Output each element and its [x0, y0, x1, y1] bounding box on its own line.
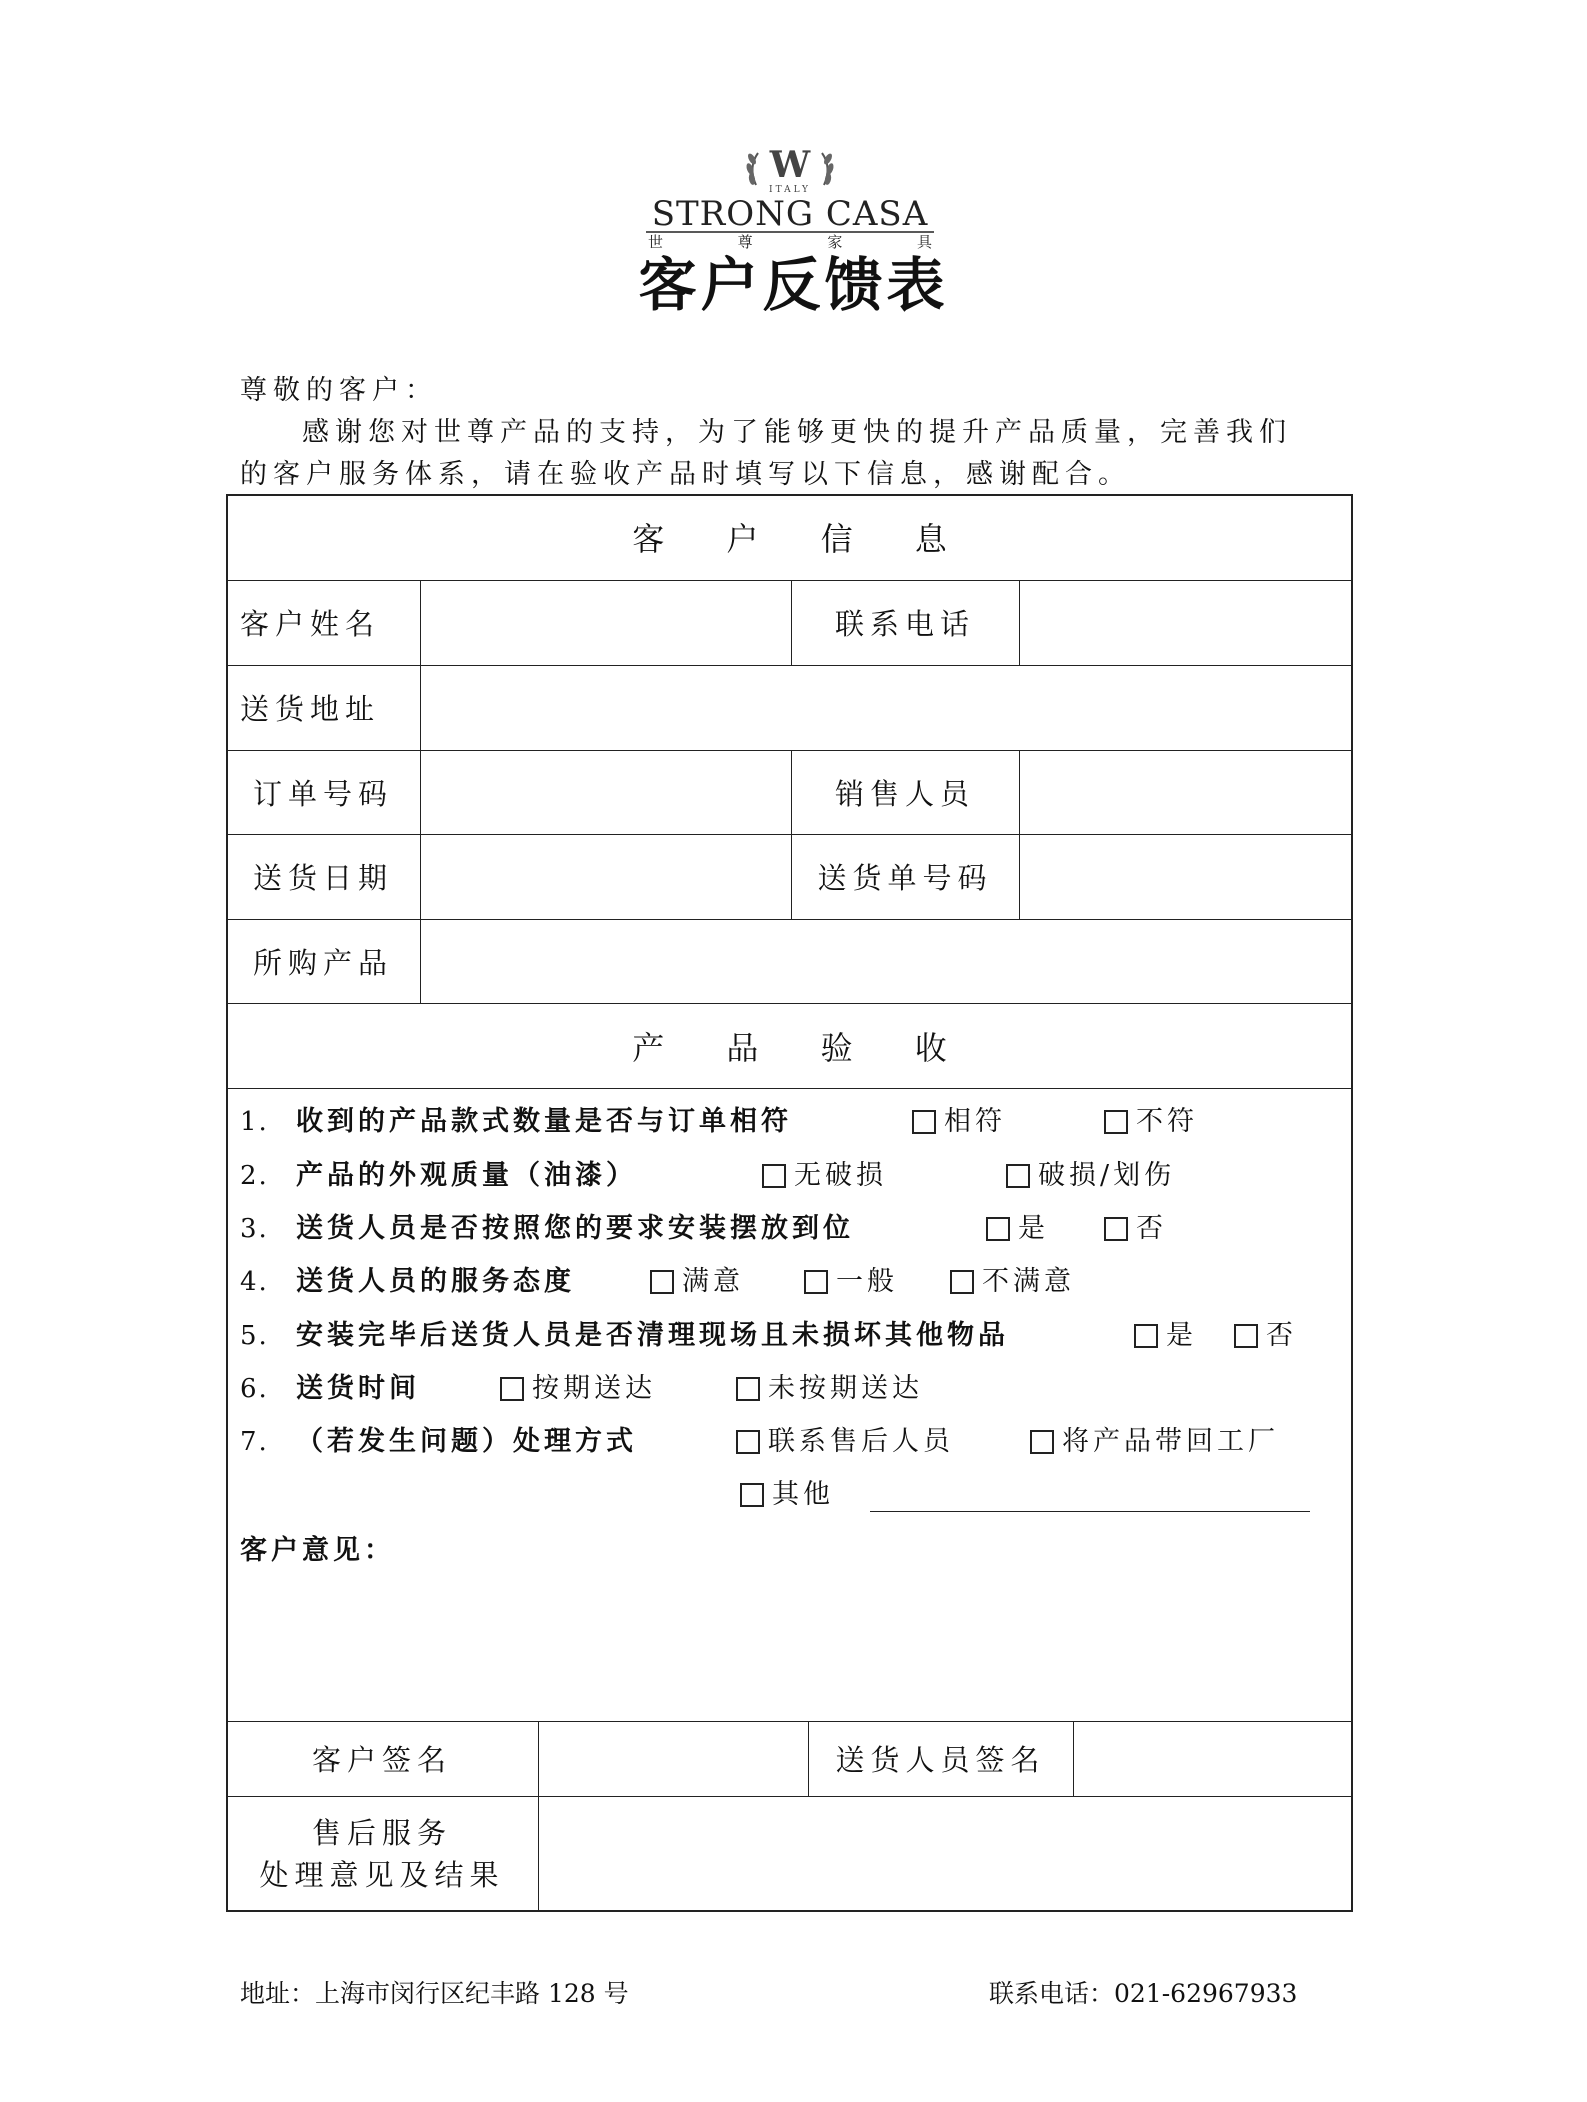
checkbox-icon[interactable] — [762, 1164, 786, 1188]
checkbox-option[interactable] — [736, 1422, 954, 1462]
customer-name-field[interactable] — [421, 580, 791, 665]
checkbox-icon[interactable] — [740, 1483, 764, 1507]
question-number: 2. — [240, 1161, 269, 1191]
question-text: 送货人员的服务态度 — [296, 1266, 575, 1297]
question-text: 送货时间 — [296, 1373, 420, 1404]
delivery-date-label: 送货日期 — [252, 861, 393, 895]
question-number: 4. — [240, 1267, 269, 1297]
question-number: 7. — [240, 1427, 269, 1457]
option-label: 破损/划伤 — [1038, 1160, 1176, 1191]
option-label: 未按期送达 — [768, 1373, 923, 1404]
delivery-date-field[interactable] — [421, 834, 791, 919]
option-label: 否 — [1266, 1320, 1297, 1351]
checkbox-option[interactable] — [1006, 1156, 1175, 1196]
customer-signature-field[interactable] — [539, 1721, 808, 1796]
logo-cn-char: 尊 — [737, 233, 753, 251]
checkbox-option[interactable] — [740, 1475, 834, 1515]
checkbox-icon[interactable] — [950, 1270, 974, 1294]
products-label: 所购产品 — [252, 945, 393, 980]
checkbox-icon[interactable] — [804, 1270, 828, 1294]
question-text: 送货人员是否按照您的要求安装摆放到位 — [296, 1213, 854, 1244]
address-label: 送货地址 — [240, 692, 381, 726]
phone-field[interactable] — [1020, 580, 1353, 665]
option-label: 无破损 — [794, 1160, 887, 1191]
logo-mark: W — [769, 144, 811, 186]
option-label: 将产品带回工厂 — [1062, 1426, 1279, 1457]
delivery-signature-field[interactable] — [1074, 1721, 1353, 1796]
inspection-heading: 产 品 验 收 — [632, 1028, 973, 1067]
logo-chinese-name — [648, 234, 932, 250]
document-title: 客户反馈表 — [638, 251, 949, 319]
checkbox-option[interactable] — [1134, 1316, 1197, 1356]
checkbox-icon[interactable] — [736, 1377, 760, 1401]
customer-comment-label: 客户意见： — [240, 1535, 395, 1566]
logo-brand-name: STRONG CASA — [651, 194, 929, 234]
checkbox-icon[interactable] — [500, 1377, 524, 1401]
checkbox-option[interactable] — [912, 1102, 1006, 1142]
checkbox-icon[interactable] — [1030, 1430, 1054, 1454]
customer-signature-label: 客户签名 — [311, 1743, 452, 1777]
order-number-label: 订单号码 — [252, 776, 393, 811]
checkbox-icon[interactable] — [1134, 1324, 1158, 1348]
products-field[interactable] — [421, 919, 1353, 1003]
logo-cn-char: 具 — [916, 233, 932, 251]
option-label: 是 — [1018, 1213, 1049, 1244]
question-text: 产品的外观质量（油漆） — [296, 1160, 637, 1191]
after-sales-label-line: 处理意见及结果 — [259, 1858, 505, 1892]
intro-line-2: 的客户服务体系，请在验收产品时填写以下信息，感谢配合。 — [240, 459, 1131, 490]
option-label: 是 — [1166, 1320, 1197, 1351]
checkbox-icon[interactable] — [1006, 1164, 1030, 1188]
question-number: 5. — [240, 1321, 269, 1351]
checkbox-option[interactable] — [1234, 1316, 1297, 1356]
checkbox-icon[interactable] — [736, 1430, 760, 1454]
salesperson-field[interactable] — [1020, 750, 1353, 834]
checkbox-option[interactable] — [500, 1369, 656, 1409]
question-text: 安装完毕后送货人员是否清理现场且未损坏其他物品 — [296, 1320, 1009, 1351]
footer-phone: 联系电话：021-62967933 — [989, 1979, 1298, 2008]
delivery-number-field[interactable] — [1020, 834, 1353, 919]
option-label: 其他 — [772, 1479, 834, 1510]
row-divider — [226, 1088, 1353, 1089]
checkbox-icon[interactable] — [912, 1110, 936, 1134]
checkbox-option[interactable] — [804, 1262, 898, 1302]
customer-name-label: 客户姓名 — [240, 607, 381, 641]
greeting: 尊敬的客户： — [240, 375, 438, 406]
checkbox-icon[interactable] — [1104, 1110, 1128, 1134]
address-field[interactable] — [421, 665, 1353, 750]
customer-info-heading: 客 户 信 息 — [632, 520, 973, 558]
footer-address: 地址：上海市闵行区纪丰路 128 号 — [240, 1979, 629, 2008]
delivery-number-label: 送货单号码 — [817, 861, 993, 895]
option-label: 按期送达 — [532, 1373, 656, 1404]
checkbox-option[interactable] — [650, 1262, 744, 1302]
question-text: 收到的产品款式数量是否与订单相符 — [296, 1106, 792, 1137]
intro-line-1: 感谢您对世尊产品的支持，为了能够更快的提升产品质量，完善我们 — [302, 417, 1292, 448]
after-sales-label — [226, 1796, 538, 1912]
option-label: 否 — [1136, 1213, 1167, 1244]
checkbox-icon[interactable] — [1234, 1324, 1258, 1348]
delivery-signature-label: 送货人员签名 — [835, 1743, 1046, 1777]
logo-sub: ITALY — [769, 185, 811, 195]
question-number: 6. — [240, 1374, 269, 1404]
checkbox-option[interactable] — [986, 1209, 1049, 1249]
question-number: 3. — [240, 1214, 269, 1244]
order-number-field[interactable] — [421, 750, 791, 834]
checkbox-option[interactable] — [1030, 1422, 1279, 1462]
phone-label: 联系电话 — [834, 607, 975, 641]
checkbox-option[interactable] — [736, 1369, 923, 1409]
after-sales-result-field[interactable] — [539, 1796, 1353, 1912]
logo-cn-char: 家 — [827, 233, 843, 251]
customer-comment-field[interactable] — [240, 1575, 1340, 1715]
checkbox-icon[interactable] — [650, 1270, 674, 1294]
checkbox-icon[interactable] — [1104, 1217, 1128, 1241]
brand-logo — [640, 145, 940, 250]
option-label: 不符 — [1136, 1106, 1198, 1137]
after-sales-label-line: 售后服务 — [311, 1816, 452, 1850]
option-label: 相符 — [944, 1106, 1006, 1137]
option-label: 联系售后人员 — [768, 1426, 954, 1457]
question-number: 1. — [240, 1107, 269, 1137]
checkbox-icon[interactable] — [986, 1217, 1010, 1241]
checkbox-option[interactable] — [762, 1156, 887, 1196]
checkbox-option[interactable] — [950, 1262, 1075, 1302]
checkbox-option[interactable] — [1104, 1102, 1198, 1142]
option-label: 不满意 — [982, 1266, 1075, 1297]
question-text: （若发生问题）处理方式 — [296, 1426, 637, 1457]
logo-cn-char: 世 — [648, 233, 664, 251]
salesperson-label: 销售人员 — [834, 776, 975, 811]
checkbox-option[interactable] — [1104, 1209, 1167, 1249]
other-input-line[interactable] — [870, 1511, 1310, 1512]
option-label: 一般 — [836, 1266, 898, 1297]
option-label: 满意 — [682, 1266, 744, 1297]
